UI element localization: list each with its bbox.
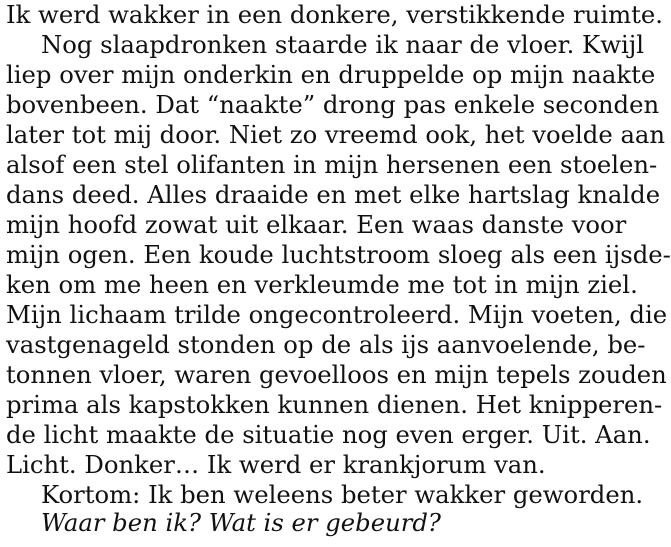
text-line: Mijn lichaam trilde ongecontroleerd. Mijn voeten, die bbox=[6, 300, 668, 329]
text-line: Ik werd wakker in een donkere, verstikkende ruimte. bbox=[6, 0, 663, 29]
text-line: vastgenageld stonden op de als ijs aanvoelende, be- bbox=[6, 330, 646, 359]
text-line: bovenbeen. Dat “naakte” drong pas enkele seconden bbox=[6, 90, 660, 119]
text-line: alsof een stel olifanten in mijn hersenen een stoelen- bbox=[6, 150, 658, 179]
text-line: dans deed. Alles draaide en met elke hartslag knalde bbox=[6, 180, 661, 209]
text-line: Kortom: Ik ben weleens beter wakker geworden. bbox=[41, 480, 644, 509]
text-line: Licht. Donker… Ik werd er krankjorum van. bbox=[6, 450, 546, 479]
text-line: de licht maakte de situatie nog even erger. Uit. Aan. bbox=[6, 420, 651, 449]
text-line: Nog slaapdronken staarde ik naar de vloer. Kwijl bbox=[41, 30, 645, 59]
text-line: later tot mij door. Niet zo vreemd ook, het voelde aan bbox=[6, 120, 666, 149]
text-line: ken om me heen en verkleumde me tot in mijn ziel. bbox=[6, 270, 638, 299]
text-line: tonnen vloer, waren gevoelloos en mijn tepels zouden bbox=[6, 360, 667, 389]
italic-text-line: Waar ben ik? Wat is er gebeurd? bbox=[41, 508, 441, 537]
text-line: liep over mijn onderkin en druppelde op mijn naakte bbox=[6, 60, 656, 89]
text-line: prima als kapstokken kunnen dienen. Het knipperen- bbox=[6, 390, 663, 419]
text-line: mijn hoofd zowat uit elkaar. Een waas danste voor bbox=[6, 210, 627, 239]
book-page bbox=[6, 0, 671, 547]
text-line: mijn ogen. Een koude luchtstroom sloeg als een ijsde- bbox=[6, 240, 671, 269]
